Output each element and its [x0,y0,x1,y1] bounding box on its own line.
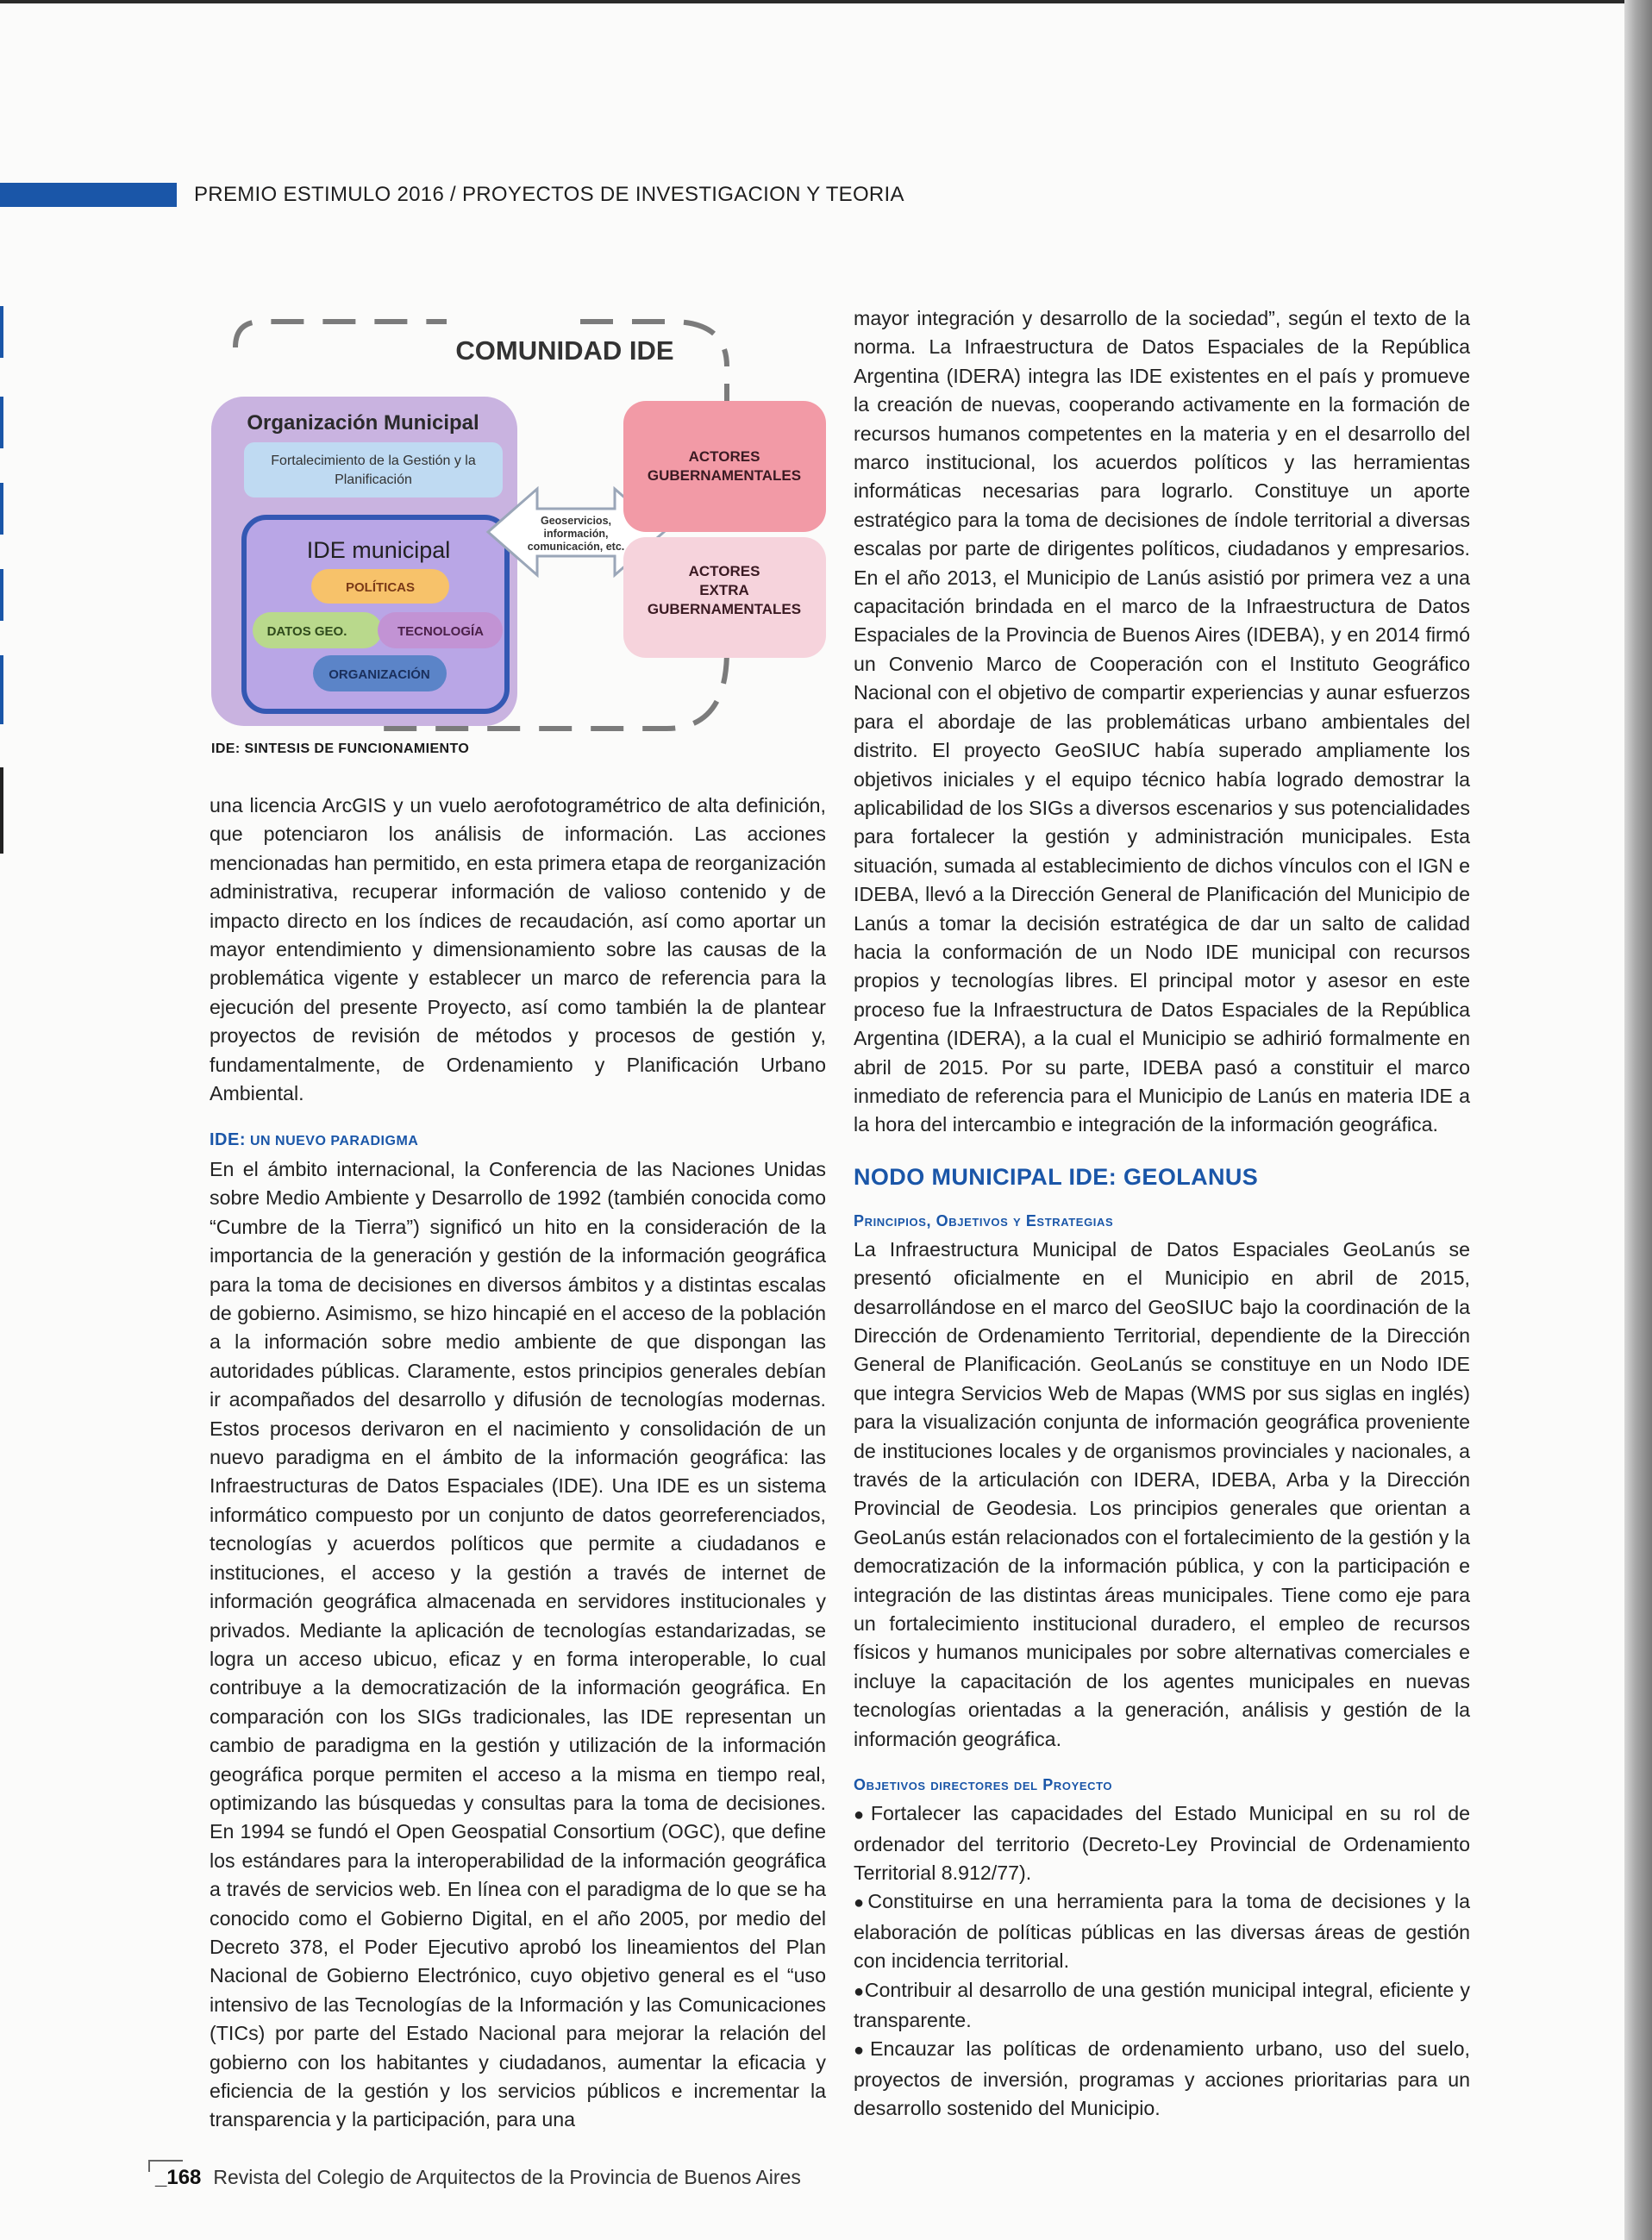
header-accent-bar [0,183,177,207]
column-right [854,304,1470,2124]
margin-mark [0,767,3,854]
margin-mark [0,483,3,535]
page-footer [155,2166,801,2190]
paragraph: En el ámbito internacional, la Conferencia de las Naciones Unidas sobre Medio Ambiente y Desarrollo de 1992 (también conocida como “Cumbre de la Tierra”) significó un hito en la consideración de la importancia de la generación y gestión de la información geográfica para la toma de decisiones en diversos ámbitos y a distintas escalas de gobierno. Asimismo, se hizo hincapié en el acceso de la población a la información sobre medio ambiente de que dispongan las autoridades públicas. Claramente, estos principios generales debían ir acompañados del desarrollo y difusión de tecnologías modernas. Estos procesos derivaron en el nacimiento y consolidación de un nuevo paradigma en el ámbito de la información geográfica: las Infraestructuras de Datos Espaciales (IDE). Una IDE es un sistema informático compuesto por un conjunto de datos georreferenciados, tecnologías y acuerdos políticos que permite a ciudadanos e instituciones, el acceso y la gestión a través de internet de información geográfica almacenada en servidores institucionales y privados. Mediante la aplicación de tecnologías estandarizadas, se logra un acceso ubicuo, eficaz y en forma interoperable, lo cual contribuye a la democratización de la información geográfica. En comparación con los SIGs tradicionales, las IDE representan un cambio de paradigma en la gestión y utilización de la información geográfica porque permiten el acceso a la misma en tiempo real, optimizando las búsquedas y consultas para la toma de decisiones. En 1994 se fundó el Open Geospatial Consortium (OGC), que define los estándares para la interoperabilidad de la información geográfica a través de servicios web. En línea con el paradigma de lo que se ha conocido como el Gobierno Digital, en el año 2005, por medio del Decreto 378, el Poder Ejecutivo aprobó los lineamientos del Plan Nacional de Gobierno Electrónico, cuyo objetivo general es el “uso intensivo de las Tecnologías de la Información y las Comunicaciones (TICs) por parte del Estado Nacional para mejorar la relación del gobierno con los habitantes y ciudadanos, aumentar la eficacia y eficiencia de la gestión y los servicios públicos e incrementar la transparencia y la participación, para una [210,1158,826,2131]
bullet-text: Contribuir al desarrollo de una gestión municipal integral, eficiente y transparente. [854,1978,1470,2031]
bullet-item [854,1976,1470,2036]
bullet-icon: ● [854,1805,871,1825]
arrow-text-line3: comunicación, etc. [527,541,625,553]
paragraph: La Infraestructura Municipal de Datos Espaciales GeoLanús se presentó oficialmente en el Municipio en abril de 2015, desarrollándose en el marco del GeoSIUC bajo la coordinación de la Dirección de Ordenamiento Territorial, dependiente de la Dirección General de Planificación. GeoLanús se constituye en un Nodo IDE que integra Servicios Web de Mapas (WMS por sus siglas en inglés) para la visualización conjunta de información geográfica proveniente de instituciones locales y de organismos provinciales y nacionales, a través de la articulación con IDERA, IDEBA, Arba y la Dirección Provincial de Geodesia. Los principios generales que orientan a GeoLanús están relacionados con el fortalecimiento de la gestión y la democratización de la información pública, y con la participación e integración de las distintas áreas municipales. Tiene como eje para un fortalecimiento institucional duradero, el empleo de recursos físicos y humanos municipales por sobre alternativas comerciales e incluye la capacitación de los agentes municipales en nuevas tecnologías orientadas a la generación, análisis y gestión de la información geográfica. [854,1237,1470,1750]
org-subtitle-line2: Planificación [335,472,412,487]
bullet-item [854,2035,1470,2123]
margin-mark [0,397,3,448]
margin-mark [0,569,3,621]
org-subtitle-box [244,442,503,497]
column-left-bottom [210,1114,826,2135]
bullet-text: Fortalecer las capacidades del Estado Municipal en su rol de ordenador del territorio (Decreto-Ley Provincial de Ordenamiento Territorial 8.912/77). [854,1802,1470,1884]
actores-gub-line1: ACTORES [688,448,760,465]
subheading-ide-rest: UN NUEVO PARADIGMA [249,1134,419,1148]
bullet-item [854,1799,1470,1887]
running-header: PREMIO ESTIMULO 2016 / PROYECTOS DE INVESTIGACION Y TEORIA [194,183,904,206]
margin-mark [0,306,3,358]
journal-name: Revista del Colegio de Arquitectos de la Provincia de Buenos Aires [213,2166,801,2188]
ide-municipal-title: IDE municipal [306,537,451,563]
actores-gub-line2: GUBERNAMENTALES [647,467,802,484]
paragraph: mayor integración y desarrollo de la sociedad”, según el texto de la norma. La Infraestructura de Datos Espaciales de la República Argentina (IDERA) integra las IDE existentes en el país y promueve la creación de nuevas, cooperando activamente en la formación de recursos humanos competentes en la materia y en el desarrollo del marco institucional, los acuerdos políticos y las herramientas informáticas necesarias para lograrlo. Constituye un aporte estratégico para la toma de decisiones de índole territorial a diversas escalas por parte de dirigentes políticos, ciudadanos y empresarios. En el año 2013, el Municipio de Lanús asistió por primera vez a una capacitación brindada en el marco de la Infraestructura de Datos Espaciales de la Provincia de Buenos Aires (IDEBA), y en 2014 firmó un Convenio Marco de Cooperación con el Instituto Geográfico Nacional con el objetivo de compartir experiencias y aunar esfuerzos para el abordaje de las problemáticas urbano ambientales del distrito. El proyecto GeoSIUC había superado ampliamente los objetivos iniciales y el equipo técnico había logrado demostrar la aplicabilidad de los SIGs a diversos escenarios y sus potencialidades para fortalecer la gestión y administración municipales. Esta situación, sumada al establecimiento de dichos vínculos con el IGN e IDEBA, llevó a la Dirección General de Planificación del Municipio de Lanús a tomar la decisión estratégica de dar un salto de calidad hacia la conformación de un Nodo IDE municipal con recursos propios y tecnologías libres. El principal motor y asesor en este proceso fue la Infraestructura de Datos Espaciales de la República Argentina (IDERA), a la cual el Municipio se adhirió formalmente en abril de 2015. Por su parte, IDEBA pasó a constituir el marco inmediato de referencia para el Municipio de Lanús en materia IDE a la hora del intercambio e integración de la información geográfica. [854,307,1470,1136]
actores-extra-line3: GUBERNAMENTALES [647,601,802,617]
ide-diagram [210,306,826,741]
subheading-principles: Principios, Objetivos y Estrategias [854,1211,1114,1229]
community-title: COMUNIDAD IDE [455,335,674,366]
page-top-border [0,0,1624,3]
section-title: NODO MUNICIPAL IDE: GEOLANUS [854,1163,1259,1190]
arrow-text-line2: información, [543,528,609,540]
bullet-item [854,1887,1470,1975]
bullet-icon: ● [854,1981,865,2001]
community-outline [235,322,447,347]
subheading-objectives: Objetivos directores del Proyecto [854,1776,1113,1794]
actores-extra-line2: EXTRA [699,582,749,598]
politicas-label: POLÍTICAS [345,580,416,595]
footer-mark [148,2160,150,2172]
figure-caption: IDE: SINTESIS DE FUNCIONAMIENTO [211,741,470,756]
paragraph: una licencia ArcGIS y un vuelo aerofotogramétrico de alta definición, que potenciaron los análisis de información. Las acciones mencionadas han permitido, en esta primera etapa de reorganización administrativa, recuperar información de valioso contenido y de impacto directo en los índices de recaudación, así como aportar un mayor entendimiento y dimensionamiento sobre las causas de la problemática vigente y establecer un marco de referencia para la ejecución del presente Proyecto, así como también la de plantear proyectos de revisión de métodos y procesos de gestión y, fundamentalmente, de Ordenamiento y Planificación Urbano Ambiental. [210,794,826,1105]
datos-geo-label: DATOS GEO. [266,624,347,639]
column-left-top [210,792,826,1108]
footer-mark [148,2160,183,2162]
page-gutter-shadow [1624,0,1652,2240]
margin-mark [0,655,3,724]
bullet-text: Encauzar las políticas de ordenamiento urbano, uso del suelo, proyectos de inversión, programas y acciones prioritarias para un desarrollo sostenido del Municipio. [854,2037,1470,2120]
actores-gub-box [623,401,826,532]
arrow-text-line1: Geoservicios, [541,515,611,527]
org-subtitle-line1: Fortalecimiento de la Gestión y la [271,454,476,468]
bullet-icon: ● [854,1893,868,1913]
actores-extra-line1: ACTORES [688,563,760,579]
bullet-icon: ● [854,2041,870,2061]
tecnologia-label: TECNOLOGÍA [397,624,484,639]
bullet-text: Constituirse en una herramienta para la toma de decisiones y la elaboración de políticas públicas en las diversas áreas de gestión con incidencia territorial. [854,1890,1470,1973]
org-municipal-title: Organización Municipal [247,411,479,435]
organizacion-label: ORGANIZACIÓN [329,667,430,682]
page-number: _168 [155,2166,202,2189]
subheading-ide-prefix: IDE: [210,1130,246,1149]
subheading-ide [210,1126,826,1155]
